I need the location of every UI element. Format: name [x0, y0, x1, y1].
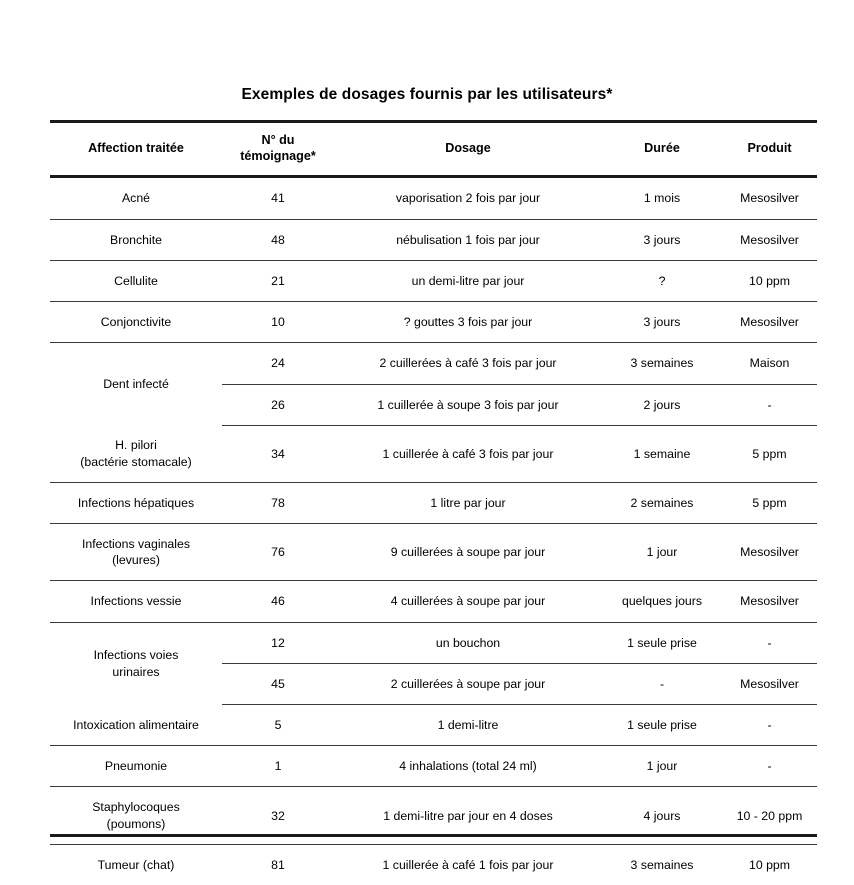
cell-dosage: 2 cuillerées à soupe par jour — [334, 663, 602, 704]
cell-dosage: un demi-litre par jour — [334, 260, 602, 301]
cell-duree: 1 seule prise — [602, 622, 722, 663]
column-header-produit: Produit — [747, 140, 792, 155]
cell-affection-line2: (poumons) — [106, 816, 166, 831]
cell-produit: 10 ppm — [748, 857, 791, 872]
table-bottom-rule — [50, 834, 817, 837]
cell-produit: Mesosilver — [722, 177, 817, 219]
cell-dosage: 1 cuillerée à café 1 fois par jour — [382, 857, 554, 872]
cell-dosage: 1 litre par jour — [334, 482, 602, 523]
cell-produit: Mesosilver — [722, 523, 817, 580]
cell-numero: 26 — [222, 384, 334, 425]
table-row — [50, 622, 817, 663]
cell-duree: quelques jours — [602, 581, 722, 622]
cell-affection-line1: Infections voies — [93, 648, 179, 663]
cell-numero: 76 — [222, 523, 334, 580]
table-row — [50, 302, 817, 343]
cell-produit: Mesosilver — [722, 219, 817, 260]
cell-affection: Cellulite — [50, 260, 222, 301]
cell-affection: Bronchite — [50, 219, 222, 260]
cell-produit: Maison — [722, 343, 817, 384]
column-header-numero-line1: N° du — [261, 133, 295, 147]
cell-affection: Conjonctivite — [50, 302, 222, 343]
cell-duree: 1 semaine — [602, 425, 722, 482]
cell-dosage: vaporisation 2 fois par jour — [334, 177, 602, 219]
cell-dosage: un bouchon — [334, 622, 602, 663]
cell-affection-line2: (levures) — [112, 553, 160, 568]
cell-produit: Mesosilver — [722, 302, 817, 343]
cell-affection: Tumeur (chat) — [97, 857, 175, 872]
cell-duree: 3 jours — [602, 219, 722, 260]
cell-duree: 3 semaines — [630, 857, 694, 872]
cell-duree: 2 semaines — [602, 482, 722, 523]
cell-duree: 1 jour — [602, 523, 722, 580]
cell-numero: 78 — [222, 482, 334, 523]
cell-duree: 1 seule prise — [602, 705, 722, 746]
table-row — [50, 581, 817, 622]
cell-affection-line1: Infections vaginales — [81, 536, 190, 551]
table-row — [50, 844, 817, 885]
dosage-examples-table — [50, 120, 817, 885]
cell-affection — [50, 523, 222, 580]
cell-numero: 41 — [222, 177, 334, 219]
cell-duree: - — [602, 663, 722, 704]
cell-duree: 1 jour — [602, 746, 722, 787]
column-header-numero-line2: témoignage* — [240, 148, 316, 163]
table-header — [50, 122, 817, 177]
cell-numero: 81 — [271, 857, 285, 872]
cell-affection: Intoxication alimentaire — [50, 705, 222, 746]
cell-produit: 10 - 20 ppm — [722, 787, 817, 844]
cell-dosage: nébulisation 1 fois par jour — [334, 219, 602, 260]
cell-produit: Mesosilver — [722, 663, 817, 704]
cell-dosage: 2 cuillerées à café 3 fois par jour — [334, 343, 602, 384]
cell-duree: 1 mois — [602, 177, 722, 219]
cell-duree: 3 jours — [602, 302, 722, 343]
table-row — [50, 705, 817, 746]
table-row — [50, 482, 817, 523]
cell-affection-grouped: Dent infecté — [103, 377, 169, 392]
cell-numero: 48 — [222, 219, 334, 260]
cell-affection: Pneumonie — [50, 746, 222, 787]
cell-affection-line1: H. pilori — [115, 438, 157, 453]
cell-numero: 21 — [222, 260, 334, 301]
cell-affection-line2: urinaires — [112, 664, 160, 679]
cell-dosage: 1 demi-litre — [334, 705, 602, 746]
cell-numero: 45 — [222, 663, 334, 704]
cell-affection-line2: (bactérie stomacale) — [80, 454, 192, 469]
cell-dosage: 1 demi-litre par jour en 4 doses — [334, 787, 602, 844]
cell-produit: Mesosilver — [722, 581, 817, 622]
cell-duree: ? — [602, 260, 722, 301]
cell-affection — [50, 425, 222, 482]
table-header-row — [50, 122, 817, 177]
table-row — [50, 260, 817, 301]
table-row — [50, 177, 817, 219]
cell-dosage: 4 inhalations (total 24 ml) — [334, 746, 602, 787]
cell-numero: 24 — [222, 343, 334, 384]
cell-numero: 10 — [222, 302, 334, 343]
cell-dosage: 1 cuillerée à soupe 3 fois par jour — [334, 384, 602, 425]
cell-affection: Infections vessie — [50, 581, 222, 622]
cell-numero: 5 — [222, 705, 334, 746]
column-header-dosage: Dosage — [445, 140, 491, 155]
cell-dosage: ? gouttes 3 fois par jour — [334, 302, 602, 343]
table-body — [50, 177, 817, 885]
table-row — [50, 746, 817, 787]
cell-duree: 3 semaines — [602, 343, 722, 384]
table-row — [50, 219, 817, 260]
column-header-numero — [222, 122, 334, 177]
cell-duree: 2 jours — [602, 384, 722, 425]
cell-produit: - — [722, 746, 817, 787]
cell-dosage: 4 cuillerées à soupe par jour — [334, 581, 602, 622]
cell-affection-grouped — [50, 622, 222, 704]
cell-produit: - — [722, 622, 817, 663]
cell-numero: 32 — [222, 787, 334, 844]
cell-numero: 1 — [222, 746, 334, 787]
cell-duree: 4 jours — [602, 787, 722, 844]
cell-dosage: 9 cuillerées à soupe par jour — [334, 523, 602, 580]
cell-affection: Acné — [50, 177, 222, 219]
cell-produit: 5 ppm — [722, 482, 817, 523]
cell-affection: Infections hépatiques — [50, 482, 222, 523]
cell-produit: - — [722, 384, 817, 425]
cell-numero: 46 — [222, 581, 334, 622]
cell-dosage: 1 cuillerée à café 3 fois par jour — [334, 425, 602, 482]
cell-produit: - — [722, 705, 817, 746]
table-row — [50, 343, 817, 384]
cell-produit: 5 ppm — [722, 425, 817, 482]
table-row — [50, 523, 817, 580]
cell-numero: 34 — [222, 425, 334, 482]
column-header-affection: Affection traitée — [88, 140, 184, 155]
page-title: Exemples de dosages fournis par les utilisateurs* — [241, 86, 613, 103]
column-header-duree: Durée — [644, 140, 680, 155]
cell-produit: 10 ppm — [722, 260, 817, 301]
table-row — [50, 425, 817, 482]
cell-numero: 12 — [222, 622, 334, 663]
cell-affection-line1: Staphylocoques — [92, 800, 180, 815]
